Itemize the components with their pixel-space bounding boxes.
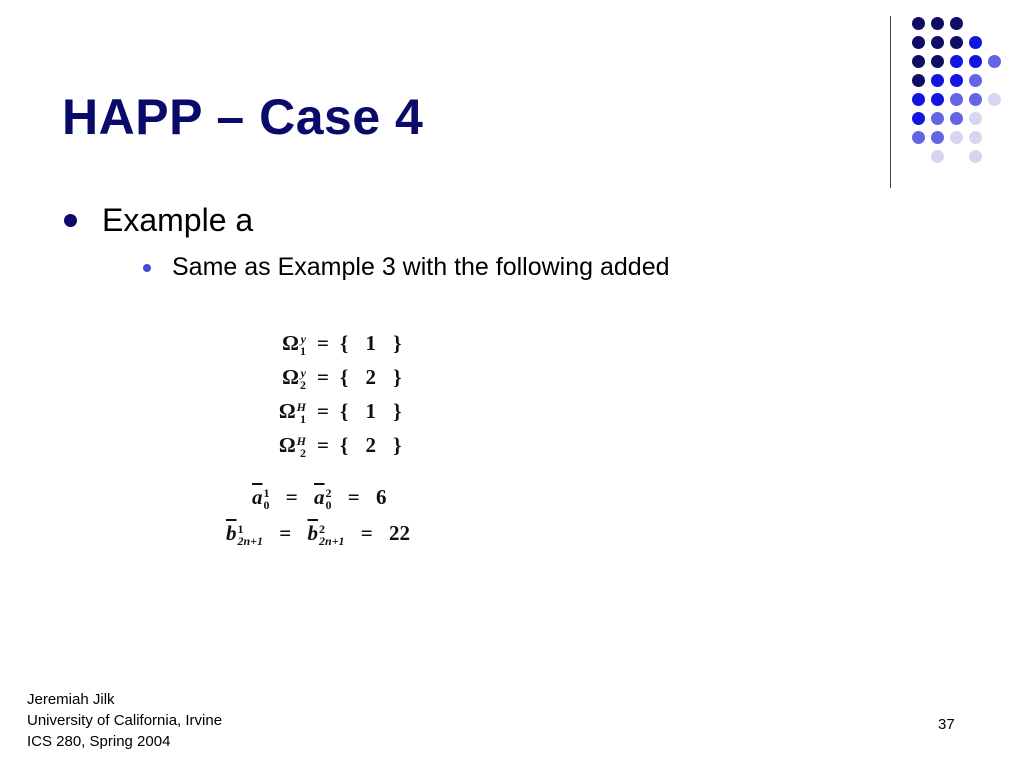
decorative-dot [931, 112, 944, 125]
bullet-dot-icon [143, 264, 151, 272]
decorative-divider [890, 16, 891, 188]
page-number: 37 [938, 716, 955, 733]
omega-equation: Ω H 1 = { 1 } [278, 399, 408, 427]
decorative-dot [912, 36, 925, 49]
decorative-dot [912, 93, 925, 106]
decorative-dot [912, 74, 925, 87]
decorative-dot-grid [900, 14, 1010, 174]
bullet-text: Example a [102, 202, 254, 238]
decorative-dot [931, 55, 944, 68]
decorative-dot [931, 74, 944, 87]
footer-institution: University of California, Irvine [27, 712, 223, 729]
sub-bullet-text: Same as Example 3 with the following added [172, 253, 670, 281]
omega-equation: Ω H 2 = { 2 } [278, 433, 408, 461]
decorative-dot [931, 17, 944, 30]
footer-info [27, 689, 222, 752]
decorative-dot [969, 55, 982, 68]
footer-course: ICS 280, Spring 2004 [27, 733, 171, 750]
decorative-dot [969, 112, 982, 125]
decorative-dot [988, 93, 1001, 106]
omega-equation: Ω y 1 = { 1 } [282, 331, 408, 359]
decorative-dot [950, 74, 963, 87]
decorative-dot [912, 112, 925, 125]
decorative-dot [931, 131, 944, 144]
decorative-dot [969, 74, 982, 87]
decorative-dot [931, 93, 944, 106]
decorative-dot [988, 55, 1001, 68]
decorative-dot [912, 131, 925, 144]
decorative-dot [950, 17, 963, 30]
decorative-dot [950, 55, 963, 68]
decorative-dot [912, 17, 925, 30]
decorative-dot [912, 55, 925, 68]
decorative-dot [969, 93, 982, 106]
b-equation: $\overline{b}$ 1 2n+1 = $\overline{b}$ 2 2n+1 = 22 [226, 521, 411, 549]
slide-title: HAPP – Case 4 [62, 89, 424, 145]
bullet-level2 [143, 253, 670, 282]
footer-author: Jeremiah Jilk [27, 691, 115, 708]
bullet-dot-icon [64, 214, 77, 227]
decorative-dot [950, 131, 963, 144]
decorative-dot [931, 36, 944, 49]
decorative-dot [969, 131, 982, 144]
omega-equation: Ω y 2 = { 2 } [282, 365, 408, 393]
decorative-dot [950, 93, 963, 106]
decorative-dot [969, 150, 982, 163]
decorative-dot [950, 36, 963, 49]
decorative-dot [969, 36, 982, 49]
decorative-dot [931, 150, 944, 163]
a-equation: $\overline{a}$ 1 0 = $\overline{a}$ 2 0 = 6 [252, 485, 387, 513]
bullet-level1 [64, 202, 253, 239]
decorative-dot [950, 112, 963, 125]
